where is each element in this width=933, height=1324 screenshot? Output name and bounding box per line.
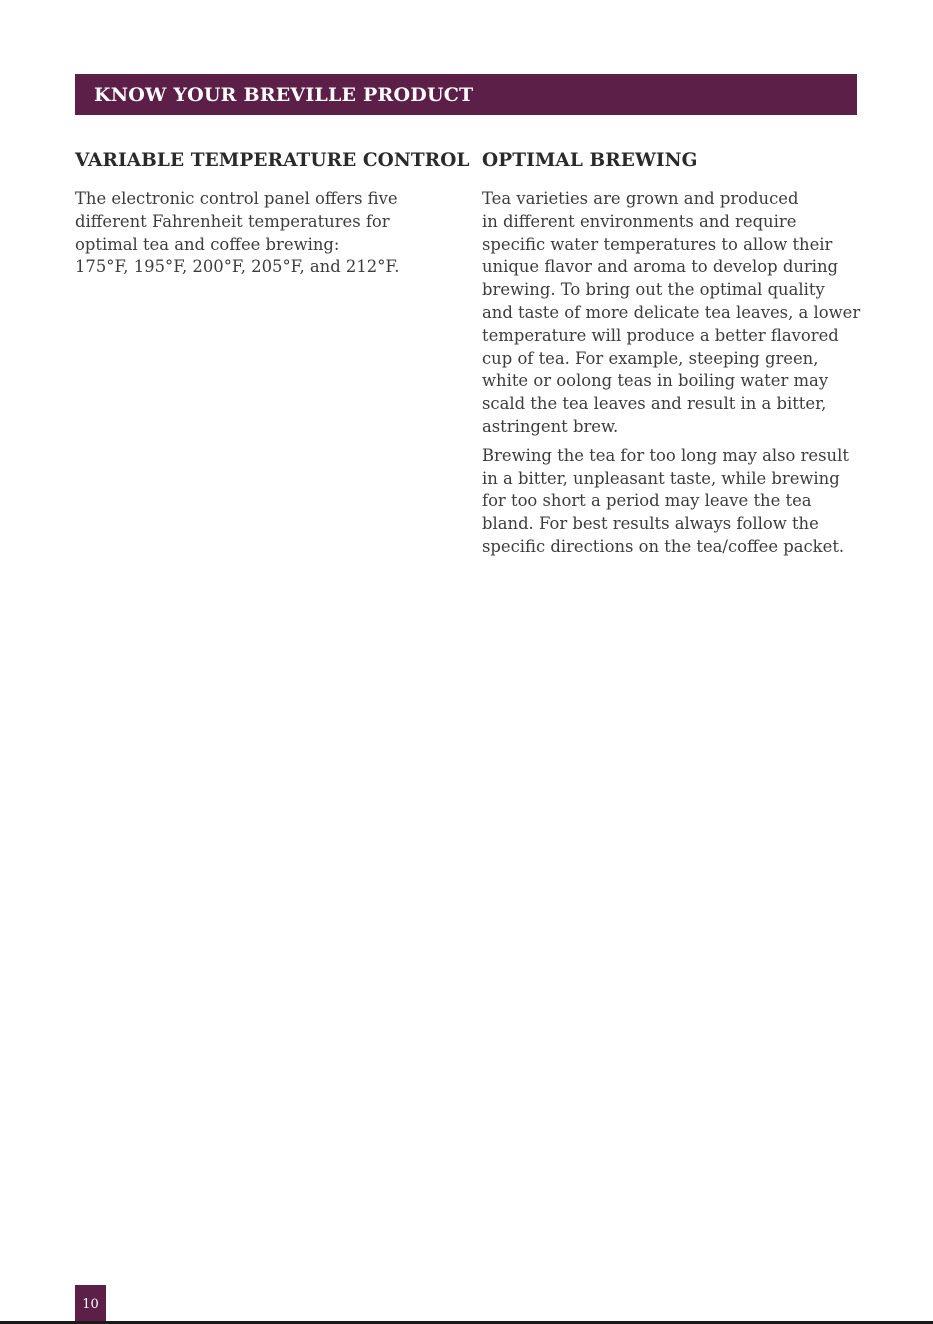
paragraph-line: different Fahrenheit temperatures for <box>75 211 390 231</box>
paragraph-line: cup of tea. For example, steeping green, <box>482 348 819 368</box>
paragraph-line: in different environments and require <box>482 211 797 231</box>
paragraph-line: temperature will produce a better flavored <box>482 325 839 345</box>
optimal-brewing-heading: OPTIMAL BREWING <box>482 150 698 171</box>
variable-temperature-heading: VARIABLE TEMPERATURE CONTROL <box>75 150 470 171</box>
paragraph-line: for too short a period may leave the tea <box>482 491 812 511</box>
paragraph-line: white or oolong teas in boiling water may <box>482 371 829 391</box>
paragraph-line: The electronic control panel offers five <box>75 189 398 208</box>
paragraph-line: Brewing the tea for too long may also result <box>482 445 849 465</box>
section-banner <box>75 74 857 115</box>
paragraph-line: specific directions on the tea/coffee packet. <box>482 536 845 556</box>
paragraph-line: optimal tea and coffee brewing: <box>75 234 340 254</box>
paragraph-line: astringent brew. <box>482 416 619 436</box>
paragraph-line: and taste of more delicate tea leaves, a lower <box>482 302 861 322</box>
paragraph-line: scald the tea leaves and result in a bitter, <box>482 394 827 414</box>
optimal-brewing-paragraph-1 <box>482 188 862 439</box>
paragraph-line: brewing. To bring out the optimal quality <box>482 280 825 300</box>
page-number-badge <box>75 1285 106 1323</box>
paragraph-line: in a bitter, unpleasant taste, while brewing <box>482 468 840 488</box>
paragraph-line: Tea varieties are grown and produced <box>482 189 799 208</box>
optimal-brewing-paragraph-2 <box>482 445 862 559</box>
variable-temperature-paragraph <box>75 188 460 279</box>
paragraph-line: specific water temperatures to allow their <box>482 234 833 254</box>
variable-temperature-section <box>75 150 470 285</box>
banner-title: KNOW YOUR BREVILLE PRODUCT <box>94 83 474 106</box>
paragraph-line: bland. For best results always follow the <box>482 514 819 534</box>
paragraph-line: 175°F, 195°F, 200°F, 205°F, and 212°F. <box>75 257 400 277</box>
optimal-brewing-section <box>482 150 862 565</box>
page-number: 10 <box>82 1296 99 1312</box>
paragraph-line: unique flavor and aroma to develop during <box>482 257 839 277</box>
